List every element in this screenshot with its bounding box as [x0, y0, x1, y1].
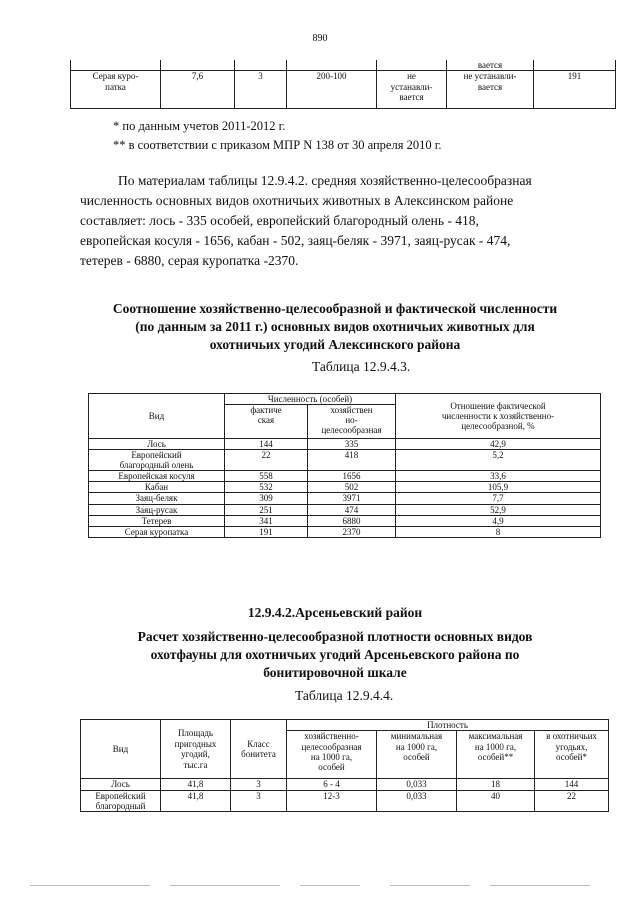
heading-line: бонитировочной шкале: [263, 665, 407, 680]
heading-line: охотфауны для охотничьих угодий Арсеньевского района по: [150, 647, 520, 662]
header-vid: Вид: [81, 720, 161, 779]
row-ratio: 7,7: [396, 493, 601, 504]
scan-artifact: [300, 885, 360, 886]
row-ratio: 8: [396, 526, 601, 537]
row-hunt: 22: [535, 790, 609, 812]
value-cell: 3: [235, 71, 287, 109]
heading-line: (по данным за 2011 г.) основных видов охотничьих животных для: [135, 319, 535, 334]
species-cell: Серая куро- патка: [71, 71, 161, 109]
footnote: ** в соответствии с приказом МПР N 138 от 30 апреля 2010 г.: [113, 138, 442, 152]
header-vid: Вид: [89, 394, 225, 439]
row-vid: Тетерев: [89, 515, 225, 526]
header-target: хозяйствен но- целесообразная: [308, 405, 396, 439]
row-target: 1656: [308, 471, 396, 482]
row-fact: 558: [225, 471, 308, 482]
row-max: 40: [457, 790, 535, 812]
header-target: хозяйственно- целесообразная на 1000 га, особей: [287, 731, 377, 779]
row-fact: 144: [225, 439, 308, 450]
row-ratio: 105,9: [396, 482, 601, 493]
row-fact: 22: [225, 450, 308, 471]
header-hunt: в охотничьих угодьях, особей*: [535, 731, 609, 779]
continued-cell: вается: [447, 60, 534, 71]
value-cell: 200-100: [287, 71, 377, 109]
row-target: 3971: [308, 493, 396, 504]
table-caption: Таблица 12.9.4.3.: [312, 359, 411, 374]
row-ratio: 5,2: [396, 450, 601, 471]
row-ratio: 33,6: [396, 471, 601, 482]
row-hunt: 144: [535, 779, 609, 790]
row-vid: Лось: [89, 439, 225, 450]
paragraph-line: составляет: лось - 335 особей, европейский благородный олень - 418,: [80, 213, 479, 228]
header-ratio: Отношение фактической численности к хозяйственно- целесообразной, %: [396, 394, 601, 439]
row-vid: Европейский благородный: [81, 790, 161, 812]
row-target: 6880: [308, 515, 396, 526]
row-vid: Заяц-беляк: [89, 493, 225, 504]
paragraph-line: тетерев - 6880, серая куропатка -2370.: [80, 253, 299, 268]
row-fact: 341: [225, 515, 308, 526]
value-cell: 7,6: [161, 71, 235, 109]
row-target: 418: [308, 450, 396, 471]
body-paragraph: [80, 171, 586, 271]
subsection-heading: 12.9.4.2.Арсеньевский район: [247, 605, 423, 620]
row-vid: Европейский благородный олень: [89, 450, 225, 471]
row-vid: Европейская косуля: [89, 471, 225, 482]
row-fact: 532: [225, 482, 308, 493]
row-fact: 191: [225, 526, 308, 537]
page-number: 890: [312, 33, 328, 44]
row-fact: 309: [225, 493, 308, 504]
scan-artifact: [170, 885, 280, 886]
row-target: 502: [308, 482, 396, 493]
section-heading: [70, 628, 600, 682]
header-max: максимальная на 1000 га, особей**: [457, 731, 535, 779]
header-min: минимальная на 1000 га, особей: [377, 731, 457, 779]
header-class: Класс бонитета: [231, 720, 287, 779]
scan-artifact: [490, 885, 590, 886]
paragraph-line: численность основных видов охотничьих животных в Алексинском районе: [80, 193, 514, 208]
row-target: 12-3: [287, 790, 377, 812]
row-vid: Лось: [81, 779, 161, 790]
row-target: 335: [308, 439, 396, 450]
row-min: 0,033: [377, 779, 457, 790]
footnote: * по данным учетов 2011-2012 г.: [113, 119, 286, 133]
paragraph-line: европейская косуля - 1656, кабан - 502, заяц-беляк - 3971, заяц-русак - 474,: [80, 233, 511, 248]
header-area: Площадь пригодных угодий, тыс.га: [161, 720, 231, 779]
row-ratio: 42,9: [396, 439, 601, 450]
row-vid: Кабан: [89, 482, 225, 493]
row-area: 41,8: [161, 779, 231, 790]
row-area: 41,8: [161, 790, 231, 812]
row-min: 0,033: [377, 790, 457, 812]
scan-artifact: [30, 885, 150, 886]
heading-line: Соотношение хозяйственно-целесообразной и фактической численности: [112, 301, 558, 316]
row-target: 2370: [308, 526, 396, 537]
paragraph-line: По материалам таблицы 12.9.4.2. средняя хозяйственно-целесообразная: [118, 173, 532, 188]
row-class: 3: [231, 790, 287, 812]
value-cell: не устанавли- вается: [447, 71, 534, 109]
heading-line: охотничьих угодий Алексинского района: [209, 337, 461, 352]
row-max: 18: [457, 779, 535, 790]
row-class: 3: [231, 779, 287, 790]
row-ratio: 52,9: [396, 504, 601, 515]
header-group: Численность (особей): [225, 394, 396, 405]
continued-table: [70, 60, 616, 109]
header-fact: фактиче ская: [225, 405, 308, 439]
row-target: 474: [308, 504, 396, 515]
scan-artifact: [390, 885, 470, 886]
row-target: 6 - 4: [287, 779, 377, 790]
row-ratio: 4,9: [396, 515, 601, 526]
density-ratio-table: [88, 393, 601, 538]
table-caption: Таблица 12.9.4.4.: [295, 688, 394, 703]
row-vid: Серая куропатка: [89, 526, 225, 537]
heading-line: Расчет хозяйственно-целесообразной плотности основных видов: [137, 629, 533, 644]
row-vid: Заяц-русак: [89, 504, 225, 515]
density-table: [80, 719, 609, 812]
header-group: Плотность: [287, 720, 609, 731]
value-cell: не устанавли- вается: [377, 71, 447, 109]
row-fact: 251: [225, 504, 308, 515]
section-heading: [70, 300, 600, 354]
value-cell: 191: [534, 71, 616, 109]
